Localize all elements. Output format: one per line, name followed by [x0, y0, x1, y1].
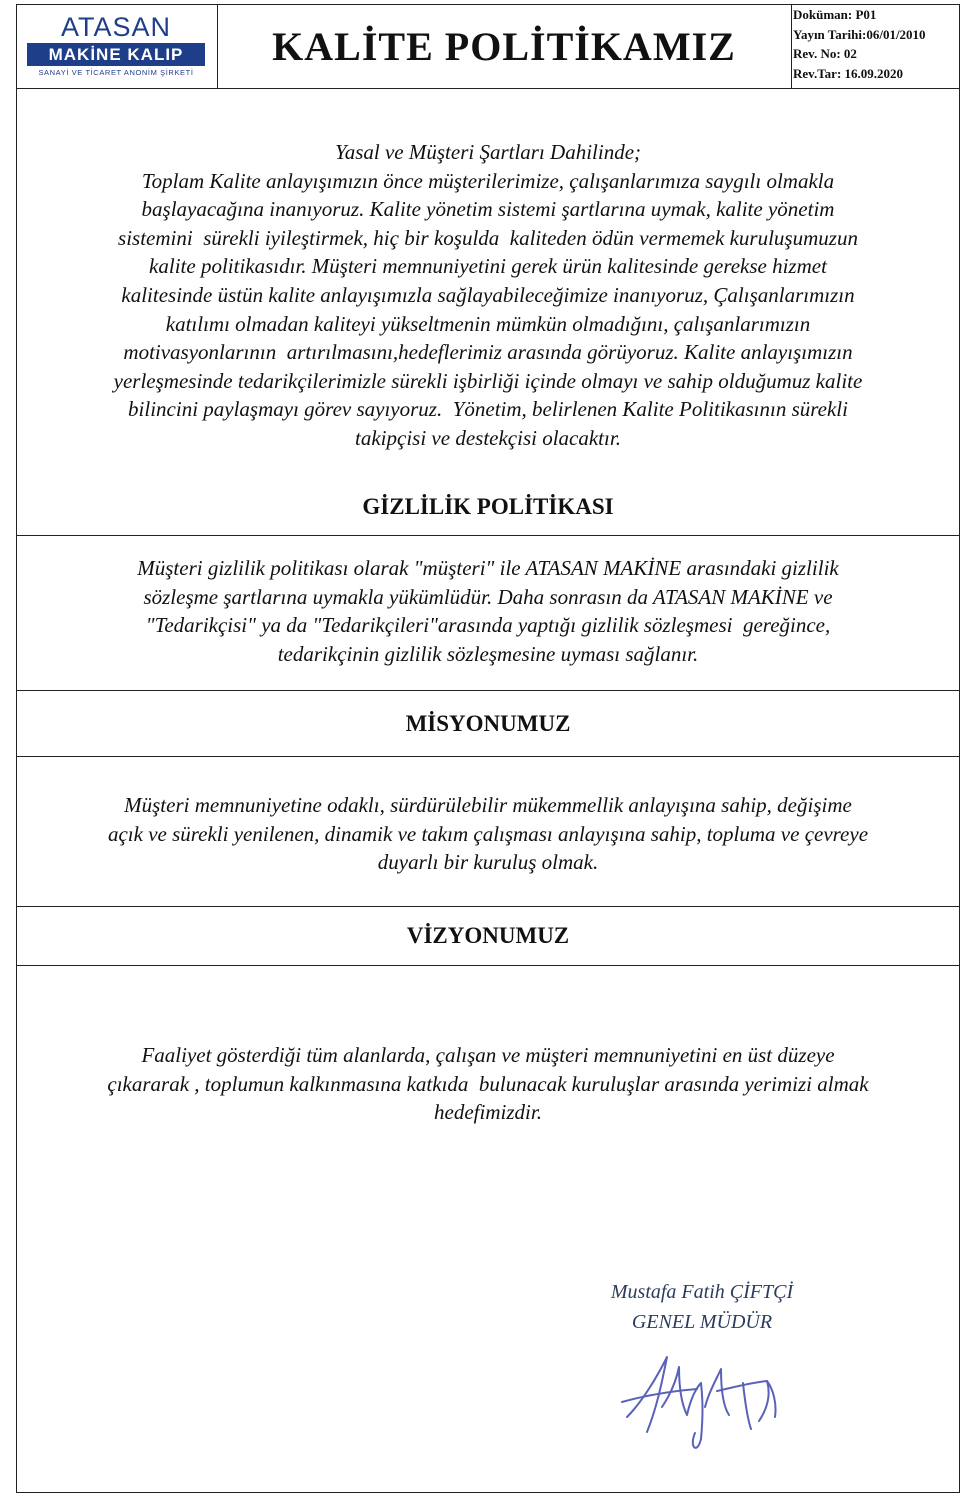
mission-heading: MİSYONUMUZ	[405, 711, 571, 736]
logo-tagline: SANAYİ VE TİCARET ANONİM ŞİRKETİ	[38, 68, 194, 77]
divider	[17, 690, 959, 691]
quality-line: kalitesinde üstün kalite anlayışımızla sağlayabileceğimize inanıyoruz, Çalışanlarımızın	[121, 282, 855, 307]
quality-line: katılımı olmadan kaliteyi yükseltmenin mümkün olmadığını, çalışanlarımızın	[165, 311, 811, 336]
mission-text	[17, 791, 959, 877]
vision-line: çıkararak , toplumun kalkınmasına katkıda bulunacak kuruluşlar arasında yerimizi almak	[107, 1071, 869, 1096]
privacy-line: "Tedarikçisi" ya da "Tedarikçileri"arasında yaptığı gizlilik sözleşmesi gereğince,	[145, 613, 831, 638]
privacy-section	[17, 554, 959, 668]
vision-section	[17, 1041, 959, 1127]
logo-subtitle: MAKİNE KALIP	[27, 43, 205, 66]
vision-line: Faaliyet gösterdiği tüm alanlarda, çalışan ve müşteri memnuniyetini en üst düzeye	[141, 1043, 835, 1067]
company-logo	[27, 13, 205, 77]
document-header	[17, 5, 959, 89]
privacy-policy-text	[17, 554, 959, 668]
quality-line: sistemini sürekli iyileştirmek, hiç bir koşulda kaliteden ödün vermemek kuruluşumuzun	[118, 225, 858, 250]
quality-line: yerleşmesinde tedarikçilerimizle sürekli işbirliği içinde olmayı ve sahip olduğumuz kalite	[113, 368, 863, 393]
privacy-heading: GİZLİLİK POLİTİKASI	[362, 494, 614, 519]
divider	[17, 965, 959, 966]
mission-section	[17, 791, 959, 877]
quality-line: kalite politikasıdır. Müşteri memnuniyetini gerek ürün kalitesinde gerekse hizmet	[149, 254, 827, 279]
quality-line: Toplam Kalite anlayışımızın önce müşterilerimize, çalışanlarımıza saygılı olmakla	[141, 168, 835, 193]
privacy-line: Müşteri gizlilik politikası olarak "müşteri" ile ATASAN MAKİNE arasındaki gizlilik	[137, 556, 839, 580]
signer-title: GENEL MÜDÜR	[631, 1311, 773, 1333]
quality-line: motivasyonlarının artırılmasını,hedeflerimiz arasında görüyoruz. Kalite anlayışımızın	[123, 340, 853, 365]
divider	[17, 535, 959, 536]
quality-line: takipçisi ve destekçisi olacaktır.	[355, 425, 621, 450]
mission-line: Müşteri memnuniyetine odaklı, sürdürülebilir mükemmellik anlayışına sahip, değişime	[124, 793, 852, 817]
privacy-line: sözleşme şartlarına uymakla yükümlüdür. Daha sonrasın da ATASAN MAKİNE ve	[143, 584, 833, 609]
signer-block	[577, 1277, 827, 1337]
quality-policy-text	[17, 138, 959, 453]
quality-line: Yasal ve Müşteri Şartları Dahilinde;	[334, 140, 642, 164]
divider	[17, 906, 959, 907]
meta-rev-no: Rev. No: 02	[793, 46, 857, 61]
vision-heading: VİZYONUMUZ	[406, 923, 570, 948]
quality-line: bilincini paylaşmayı görev sayıyoruz. Yönetim, belirlenen Kalite Politikasının sürekli	[128, 397, 848, 422]
meta-publish-date: Yayın Tarihi:06/01/2010	[793, 26, 926, 42]
vision-line: hedefimizdir.	[434, 1100, 542, 1125]
mission-line: açık ve sürekli yenilenen, dinamik ve takım çalışması anlayışına sahip, topluma ve çevreye	[107, 821, 869, 846]
document-meta	[791, 5, 959, 88]
meta-rev-date: Rev.Tar: 16.09.2020	[793, 65, 904, 81]
mission-line: duyarlı bir kuruluş olmak.	[377, 850, 599, 875]
page-title: KALİTE POLİTİKAMIZ	[272, 24, 736, 69]
logo-name: ATASAN	[60, 12, 172, 42]
divider	[17, 756, 959, 757]
title-cell	[217, 5, 792, 88]
quality-line: başlayacağına inanıyoruz. Kalite yönetim sistemi şartlarına uymak, kalite yönetim	[141, 197, 835, 222]
logo-cell	[17, 5, 218, 88]
vision-text	[17, 1041, 959, 1127]
document-frame	[16, 4, 960, 1493]
quality-policy-section	[17, 138, 959, 453]
signature-image	[617, 1347, 787, 1457]
privacy-line: tedarikçinin gizlilik sözleşmesine uyması sağlanır.	[277, 641, 699, 666]
meta-document: Doküman: P01	[793, 7, 877, 22]
signer-name: Mustafa Fatih ÇİFTÇİ	[610, 1281, 794, 1303]
